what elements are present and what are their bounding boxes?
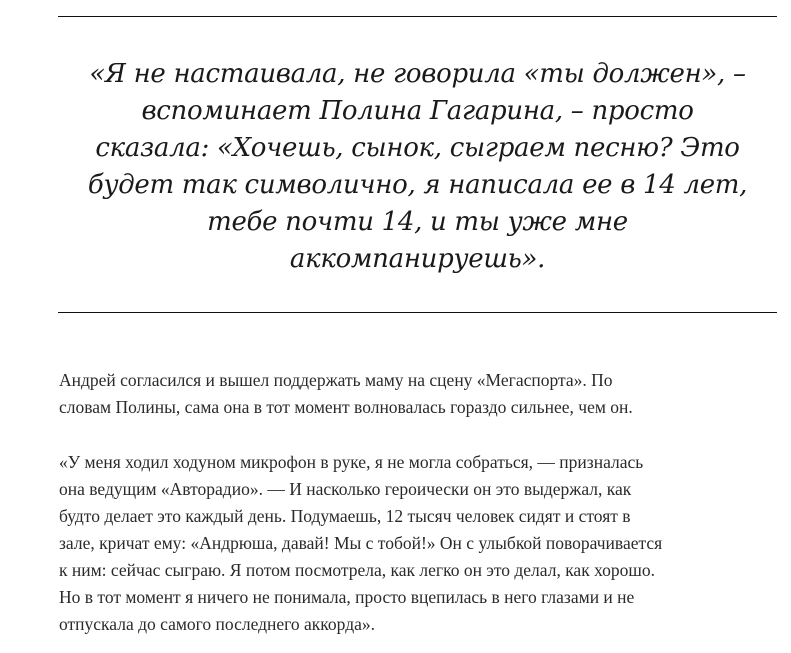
paragraph-line: зале, кричат ему: «Андрюша, давай! Мы с тобой!» Он с улыбкой поворачивается <box>59 533 663 553</box>
paragraph-line: словам Полины, сама она в тот момент волновалась гораздо сильнее, чем он. <box>59 397 633 417</box>
body-paragraph-2 <box>59 449 774 638</box>
pullquote-bottom-rule <box>58 312 777 313</box>
pullquote-line: аккомпанируешь». <box>289 244 546 274</box>
paragraph-line: «У меня ходил ходуном микрофон в руке, я не могла собраться, — призналась <box>59 452 644 472</box>
pullquote-line: «Я не настаивала, не говорила «ты должен», – <box>89 59 746 89</box>
paragraph-line: Но в тот момент я ничего не понимала, просто вцепилась в него глазами и не <box>59 587 635 607</box>
paragraph-line: она ведущим «Авторадио». — И насколько героически он это выдержал, как <box>59 479 632 499</box>
pullquote-line: тебе почти 14, и ты уже мне <box>207 207 628 237</box>
pullquote-line: вспоминает Полина Гагарина, – просто <box>141 96 694 126</box>
paragraph-line: к ним: сейчас сыграю. Я потом посмотрела, как легко он это делал, как хорошо. <box>59 560 656 580</box>
paragraph-line: будто делает это каждый день. Подумаешь, 12 тысяч человек сидят и стоят в <box>59 506 631 526</box>
paragraph-line: отпускала до самого последнего аккорда». <box>59 614 375 634</box>
pullquote-top-rule <box>58 16 777 17</box>
paragraph-line: Андрей согласился и вышел поддержать маму на сцену «Мегаспорта». По <box>59 370 613 390</box>
pullquote-line: будет так символично, я написала ее в 14 лет, <box>87 170 748 200</box>
pullquote <box>58 56 777 278</box>
body-paragraph-1 <box>59 367 774 421</box>
pullquote-line: сказала: «Хочешь, сынок, сыграем песню? Это <box>95 133 740 163</box>
